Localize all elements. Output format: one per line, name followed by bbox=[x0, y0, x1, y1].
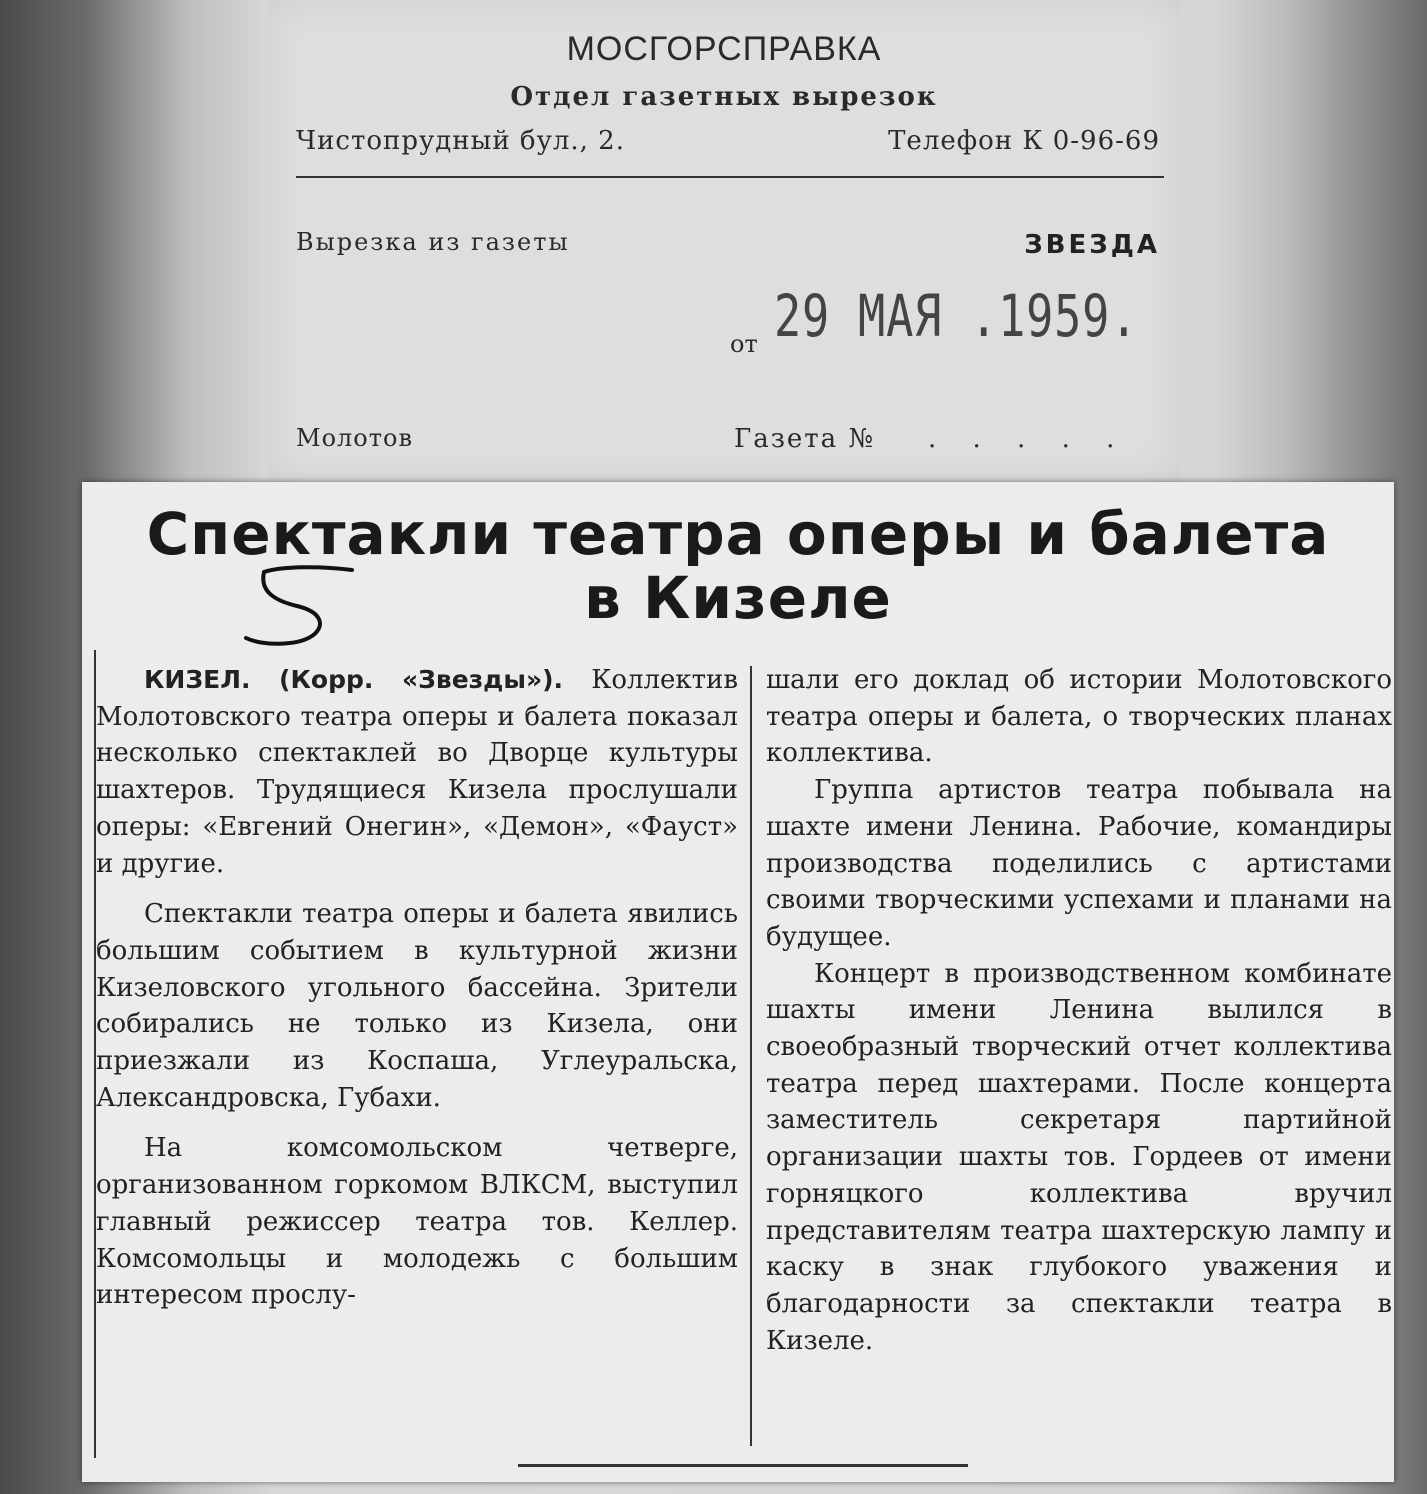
paragraph: шали его доклад об истории Молотовского театра оперы и балета, о творческих планах коллектива. bbox=[766, 665, 1392, 769]
paragraph: Концерт в производственном комбинате шахты имени Ленина вылился в своеобразный творческий отчет коллектива театра перед шахтерами. После концерта заместитель секретаря партийной организации шахты тов. Гордеев от имени горняцкого коллектива вручил представителям театра шахтерскую лампу и каску в знак глубокого уважения и благодарности за спектакли театра в Кизеле. bbox=[766, 958, 1392, 1356]
article-column-1 bbox=[96, 662, 738, 1314]
issue-label: Газета № bbox=[734, 424, 876, 454]
date-stamp: 29 МАЯ .1959. bbox=[774, 282, 1139, 350]
newspaper-name: ЗВЕЗДА bbox=[1024, 230, 1160, 260]
paragraph-text: Коллектив Молотовского театра оперы и балета показал несколько спектаклей во Дворце культуры шахтеров. Трудящиеся Кизела прослушали оперы: «Евгений Онегин», «Демон», «Фауст» и другие. bbox=[96, 665, 738, 879]
article-clipping bbox=[82, 482, 1394, 1482]
title-line-1: Спектакли театра оперы и балета bbox=[146, 500, 1330, 568]
divider bbox=[296, 176, 1164, 178]
department-name: Отдел газетных вырезок bbox=[510, 82, 938, 112]
paragraph bbox=[96, 662, 738, 882]
date-prefix: от bbox=[730, 330, 758, 358]
paragraph: На комсомольском четверге, организованном горкомом ВЛКСМ, выступил главный режиссер театра тов. Келлер. Комсомольцы и молодежь с большим интересом прослу- bbox=[96, 1133, 738, 1311]
issue-dots: . . . . . bbox=[928, 424, 1129, 454]
paragraph: Спектакли театра оперы и балета явились большим событием в культурной жизни Кизеловского угольного бассейна. Зрители собирались не только из Кизела, они приезжали из Коспаша, Углеуральска, Александровска, Губахи. bbox=[96, 899, 738, 1113]
clipping-service-slip bbox=[268, 0, 1180, 482]
address: Чистопрудный бул., 2. bbox=[296, 126, 625, 156]
end-rule bbox=[518, 1464, 968, 1467]
byline: КИЗЕЛ. (Корр. «Звезды»). bbox=[144, 665, 564, 694]
city: Молотов bbox=[296, 424, 413, 452]
phone: Телефон К 0-96-69 bbox=[888, 126, 1160, 156]
title-line-2: в Кизеле bbox=[584, 564, 892, 632]
clip-label: Вырезка из газеты bbox=[296, 228, 570, 256]
org-name: МОСГОРСПРАВКА bbox=[566, 30, 882, 68]
handwritten-mark bbox=[242, 560, 372, 650]
paragraph: Группа артистов театра побывала на шахте имени Ленина. Рабочие, командиры производства поделились с артистами своими творческими успехами и планами на будущее. bbox=[766, 775, 1392, 952]
column-divider bbox=[750, 666, 752, 1446]
article-column-2 bbox=[766, 662, 1392, 1359]
